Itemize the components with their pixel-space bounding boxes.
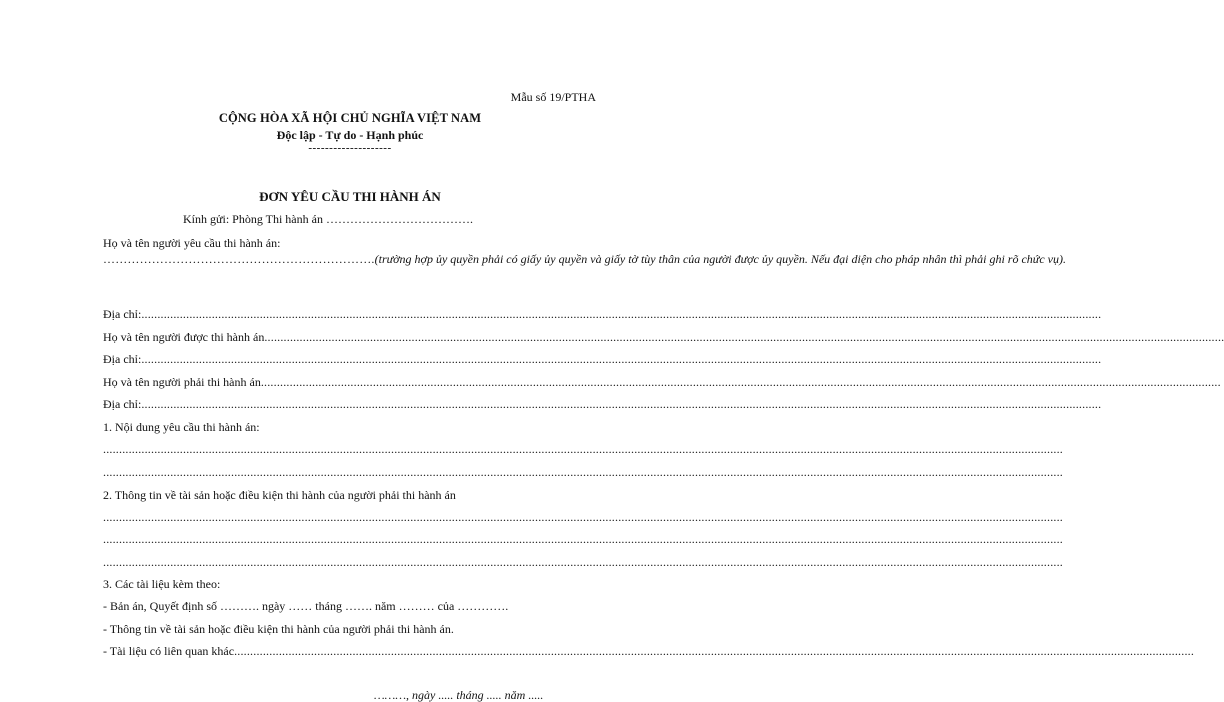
beneficiary-name-label: Họ và tên người được thi hành án [103,330,265,344]
section2-heading: 2. Thông tin về tài sản hoặc điều kiện thi hành của người phải thi hành án [103,488,456,502]
national-title: CỘNG HÒA XÃ HỘI CHỦ NGHĨA VIỆT NAM [218,111,482,125]
signature-date-line: ………, ngày ..... tháng ..... năm ..... [374,688,544,702]
beneficiary-address-row [103,352,1102,366]
beneficiary-address-label: Địa chỉ: [103,352,142,366]
document-title: ĐƠN YÊU CẦU THI HÀNH ÁN [259,189,441,204]
section3-heading: 3. Các tài liệu kèm theo: [103,577,221,591]
dotted-fill: ............................................................................................................................................................................................................................................................................................................ [141,397,1102,411]
section1-line-1: ............................................................................................................................................................................................................................................................................................................ [103,442,1063,456]
requester-note: (trường hợp ủy quyền phải có giấy ủy quyền và giấy tờ tùy thân của người được ủy quyền. Nếu đại diện cho pháp nhân thì phải ghi rõ chức vụ). [374,252,1066,266]
requester-name-label: Họ và tên người yêu cầu thi hành án: [103,236,281,250]
beneficiary-name-row [103,330,1224,344]
dotted-fill: ............................................................................................................................................................................................................................................................................................................ [141,352,1102,366]
attachment-judgment: - Bản án, Quyết định số ………. ngày …… tháng ……. năm ……… của …………. [103,599,509,613]
attachment-other-label: - Tài liệu có liên quan khác [103,644,235,658]
addressee-line: Kính gửi: Phòng Thi hành án ………………………………. [183,212,473,226]
requester-name-field [103,252,1066,267]
obligor-name-label: Họ và tên người phải thi hành án [103,375,261,389]
form-code: Mẫu số 19/PTHA [510,90,596,104]
dotted-fill: ............................................................................................................................................................................................................................................................................................................ [264,330,1224,344]
section2-line-3: ............................................................................................................................................................................................................................................................................................................ [103,555,1063,569]
obligor-address-label: Địa chỉ: [103,397,142,411]
requester-name-dots: …………………………………………………………. [103,252,375,266]
dotted-fill: ............................................................................................................................................................................................................................................................................................................ [260,375,1221,389]
requester-address-row [103,307,1102,321]
dotted-fill: ............................................................................................................................................................................................................................................................................................................ [141,307,1102,321]
obligor-name-row [103,375,1221,389]
section2-line-1: ............................................................................................................................................................................................................................................................................................................ [103,510,1063,524]
obligor-address-row [103,397,1102,411]
attachment-asset-info: - Thông tin về tài sản hoặc điều kiện thi hành của người phải thi hành án. [103,622,454,636]
header-rule: -------------------- [308,142,392,154]
section1-heading: 1. Nội dung yêu cầu thi hành án: [103,420,260,434]
requester-address-label: Địa chỉ: [103,307,142,321]
attachment-other-row [103,644,1195,658]
section2-line-2: ............................................................................................................................................................................................................................................................................................................ [103,532,1063,546]
section1-line-2: ............................................................................................................................................................................................................................................................................................................ [103,465,1063,479]
dotted-fill: ............................................................................................................................................................................................................................................................................................................ [234,644,1195,658]
national-motto: Độc lập - Tự do - Hạnh phúc [276,128,424,142]
